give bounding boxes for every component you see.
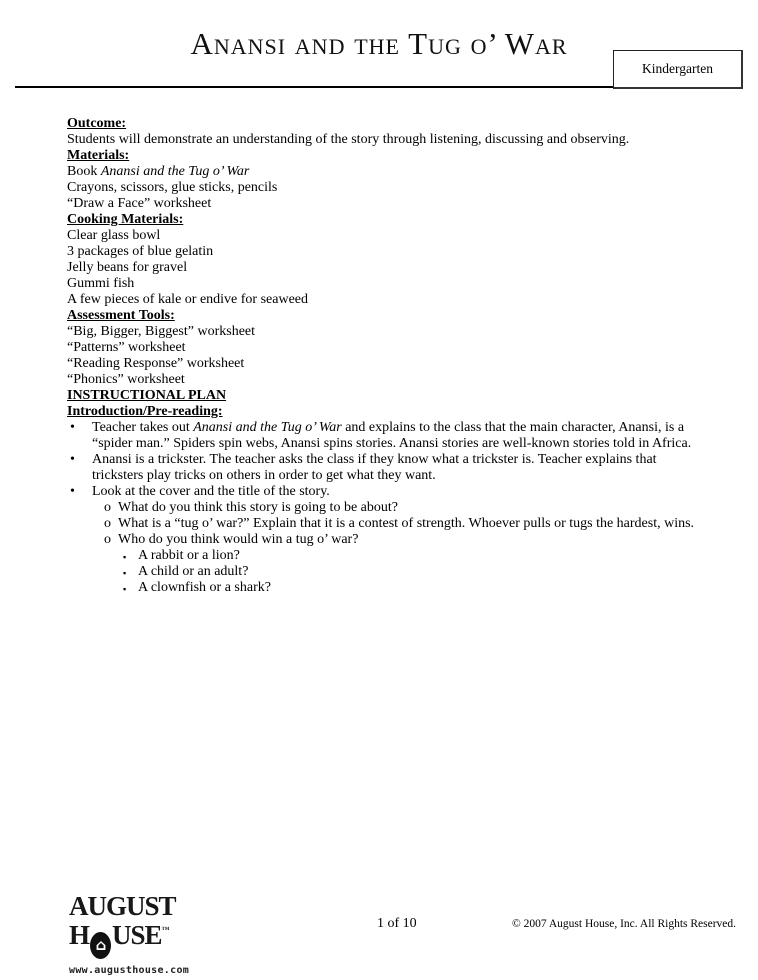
- square-bullet-text: A clownfish or a shark?: [138, 580, 271, 595]
- logo-text-august: AUGUST: [69, 891, 176, 921]
- square-bullet-marker: ▪: [123, 568, 127, 578]
- cooking-item: A few pieces of kale or endive for seaweed: [67, 292, 309, 307]
- assessment-tools-heading: Assessment Tools:: [67, 308, 175, 323]
- logo-website-url: www.augusthouse.com: [69, 965, 190, 976]
- bullet-text: Look at the cover and the title of the story.: [92, 484, 330, 499]
- header-divider: [15, 86, 613, 88]
- circle-bullet-marker: o: [104, 516, 111, 531]
- circle-bullet-marker: o: [104, 500, 111, 515]
- materials-heading: Materials:: [67, 148, 130, 163]
- cooking-item: Gummi fish: [67, 276, 135, 291]
- grade-level-box: [613, 50, 743, 89]
- square-bullet-item: [67, 564, 707, 580]
- sub-bullet-item: [67, 500, 707, 516]
- bullet1-prefix: Teacher takes out: [92, 420, 194, 435]
- sub-bullet-item: [67, 516, 707, 532]
- bullet-item: [67, 420, 707, 452]
- introduction-heading: Introduction/Pre-reading:: [67, 404, 223, 419]
- house-icon-glyph: ⌂: [95, 936, 106, 954]
- outcome-heading: Outcome:: [67, 116, 127, 131]
- square-bullet-item: [67, 548, 707, 564]
- logo-letters-use: USE: [112, 920, 162, 950]
- grade-level-label: Kindergarten: [642, 61, 713, 76]
- assessment-item: “Reading Response” worksheet: [67, 356, 245, 371]
- bullet-text: Anansi is a trickster. The teacher asks the class if they know what a trickster is. Teacher explains that tricksters play tricks on others in order to get what they want.: [92, 452, 657, 483]
- bullet-marker: •: [70, 420, 75, 435]
- book-title: Anansi and the Tug o’ War: [193, 420, 342, 435]
- cooking-materials-heading: Cooking Materials:: [67, 212, 184, 227]
- cooking-item: Jelly beans for gravel: [67, 260, 188, 275]
- logo-letter-h: H: [69, 920, 90, 950]
- bullet-text: [92, 420, 691, 451]
- sub-bullet-text: What is a “tug o’ war?” Explain that it is a contest of strength. Whoever pulls or tugs the hardest, wins.: [118, 516, 695, 531]
- assessment-item: “Big, Bigger, Biggest” worksheet: [67, 324, 256, 339]
- materials-item: Crayons, scissors, glue sticks, pencils: [67, 180, 278, 195]
- materials-book-line: [67, 164, 707, 180]
- cooking-item: Clear glass bowl: [67, 228, 161, 243]
- bullet-item: [67, 452, 707, 484]
- bullet-marker: •: [70, 484, 75, 499]
- sub-bullet-text: Who do you think would win a tug o’ war?: [118, 532, 359, 547]
- document-body: [67, 116, 707, 596]
- square-bullet-text: A rabbit or a lion?: [138, 548, 240, 563]
- page-number: 1 of 10: [377, 916, 417, 931]
- square-bullet-item: [67, 580, 707, 596]
- bullet-item: [67, 484, 707, 500]
- outcome-text: Students will demonstrate an understanding of the story through listening, discussing and observing.: [67, 132, 630, 147]
- trademark-symbol: ™: [161, 925, 170, 934]
- instructional-plan-heading: INSTRUCTIONAL PLAN: [67, 388, 227, 403]
- copyright-notice: © 2007 August House, Inc. All Rights Reserved.: [512, 918, 737, 930]
- page-title: Anansi and the Tug o’ War: [190, 26, 568, 61]
- cooking-item: 3 packages of blue gelatin: [67, 244, 214, 259]
- square-bullet-text: A child or an adult?: [138, 564, 249, 579]
- materials-item: “Draw a Face” worksheet: [67, 196, 212, 211]
- bullet1-suffix: and explains to the class that the main character, Anansi, is a “spider man.” Spiders spin webs, Anansi spins stories. Anansi stories are well-known stories told in Africa.: [92, 420, 692, 451]
- book-title: Anansi and the Tug o’ War: [100, 164, 250, 179]
- assessment-item: “Patterns” worksheet: [67, 340, 186, 355]
- bullet-marker: •: [70, 452, 75, 467]
- august-house-logo: [69, 891, 190, 976]
- logo-text-house: [69, 918, 189, 959]
- circle-bullet-marker: o: [104, 532, 111, 547]
- materials-book-prefix: Book: [67, 164, 101, 179]
- house-icon: [90, 932, 111, 959]
- sub-bullet-text: What do you think this story is going to be about?: [118, 500, 398, 515]
- square-bullet-marker: ▪: [123, 552, 127, 562]
- assessment-item: “Phonics” worksheet: [67, 372, 185, 387]
- square-bullet-marker: ▪: [123, 584, 127, 594]
- sub-bullet-item: [67, 532, 707, 548]
